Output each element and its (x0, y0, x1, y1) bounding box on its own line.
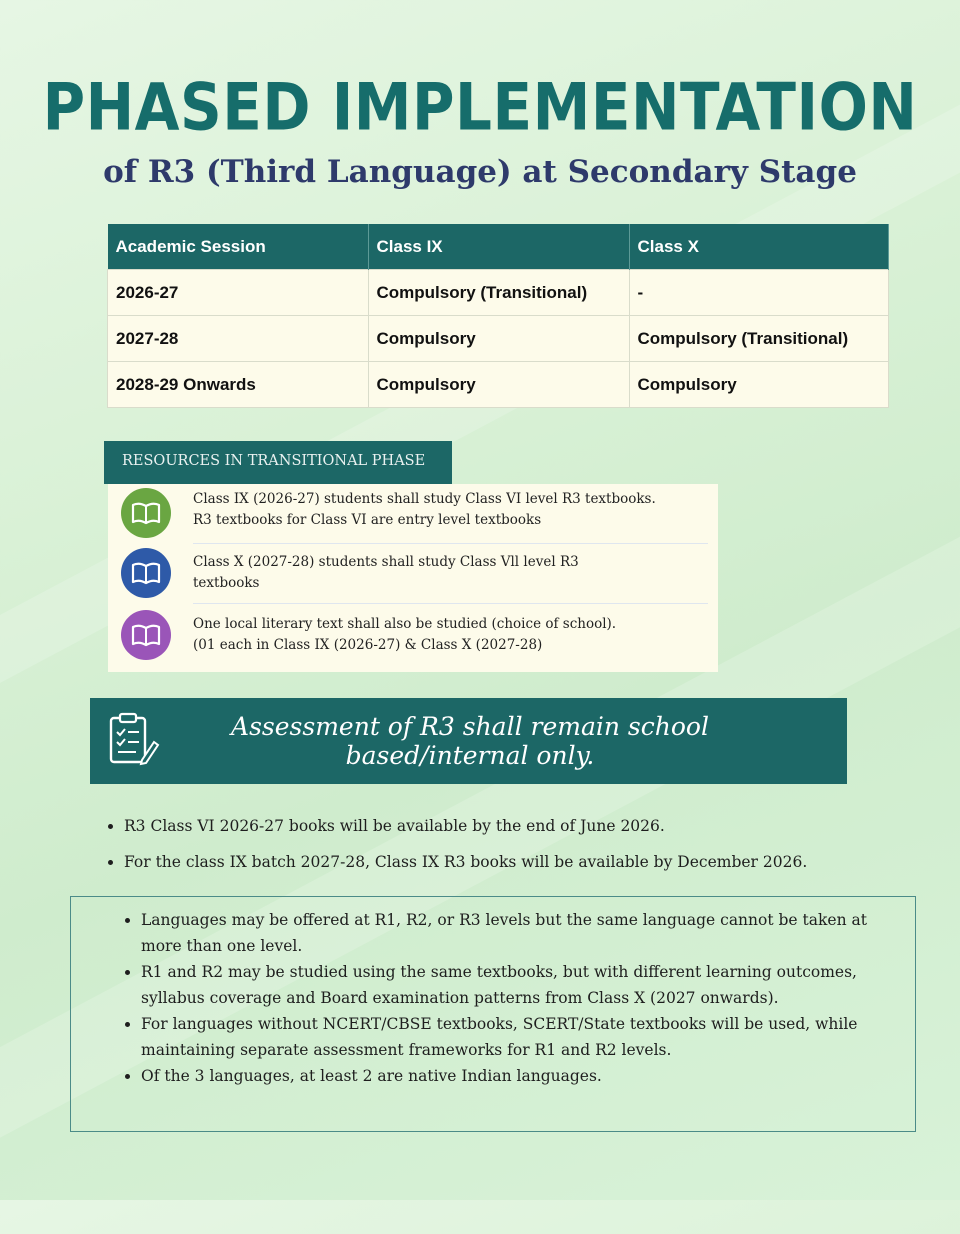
implementation-schedule-table (107, 224, 889, 408)
table-row (108, 362, 889, 408)
table-cell: Compulsory (Transitional) (368, 270, 629, 316)
availability-notes (100, 808, 924, 880)
resource-text: Class IX (2026-27) students shall study Class VI level R3 textbooks. R3 textbooks for Class VI are entry level textbooks (193, 491, 656, 528)
table-cell: 2027-28 (108, 316, 369, 362)
language-rules-list (71, 907, 911, 1089)
column-header-class-x: Class X (629, 224, 889, 270)
column-header-class-ix: Class IX (368, 224, 629, 270)
page-title: PHASED IMPLEMENTATION (42, 68, 918, 146)
resources-panel (108, 484, 718, 672)
column-header-session: Academic Session (108, 224, 369, 270)
table-cell: Compulsory (368, 362, 629, 408)
resource-item (108, 548, 718, 606)
list-item: • Languages may be offered at R1, R2, or R3 levels but the same language cannot be taken at more than one level. (141, 907, 911, 959)
resource-item (108, 610, 718, 668)
table-row (108, 270, 889, 316)
table-cell: Compulsory (629, 362, 889, 408)
list-item: • Of the 3 languages, at least 2 are native Indian languages. (141, 1063, 911, 1089)
book-icon (121, 548, 171, 598)
list-item: • R1 and R2 may be studied using the same textbooks, but with different learning outcomes, syllabus coverage and Board examination patterns from Class X (2027 onwards). (141, 959, 911, 1011)
book-icon (121, 488, 171, 538)
clipboard-checklist-icon (106, 712, 160, 768)
resource-text: Class X (2027-28) students shall study Class Vll level R3 textbooks (193, 554, 579, 591)
list-item: • For languages without NCERT/CBSE textbooks, SCERT/State textbooks will be used, while maintaining separate assessment frameworks for R1 and R2 levels. (141, 1011, 911, 1063)
table-cell: 2026-27 (108, 270, 369, 316)
language-rules-box (70, 896, 916, 1132)
list-item: • For the class IX batch 2027-28, Class IX R3 books will be available by December 2026. (124, 844, 924, 880)
assessment-text: Assessment of R3 shall remain school based/internal only. (231, 712, 709, 770)
table-cell: - (629, 270, 889, 316)
assessment-banner (90, 698, 847, 784)
table-cell: Compulsory (368, 316, 629, 362)
resource-text: One local literary text shall also be studied (choice of school). (01 each in Class IX (2026-27) & Class X (2027-28) (193, 616, 617, 653)
resource-item (108, 485, 718, 543)
resources-heading: RESOURCES IN TRANSITIONAL PHASE (104, 441, 452, 484)
table-row (108, 316, 889, 362)
table-header-row (108, 224, 889, 270)
table-cell: 2028-29 Onwards (108, 362, 369, 408)
table-cell: Compulsory (Transitional) (629, 316, 889, 362)
list-item: • R3 Class VI 2026-27 books will be available by the end of June 2026. (124, 808, 924, 844)
divider (193, 603, 708, 604)
book-icon (121, 610, 171, 660)
divider (193, 543, 708, 544)
page-subtitle: of R3 (Third Language) at Secondary Stage (103, 154, 857, 190)
